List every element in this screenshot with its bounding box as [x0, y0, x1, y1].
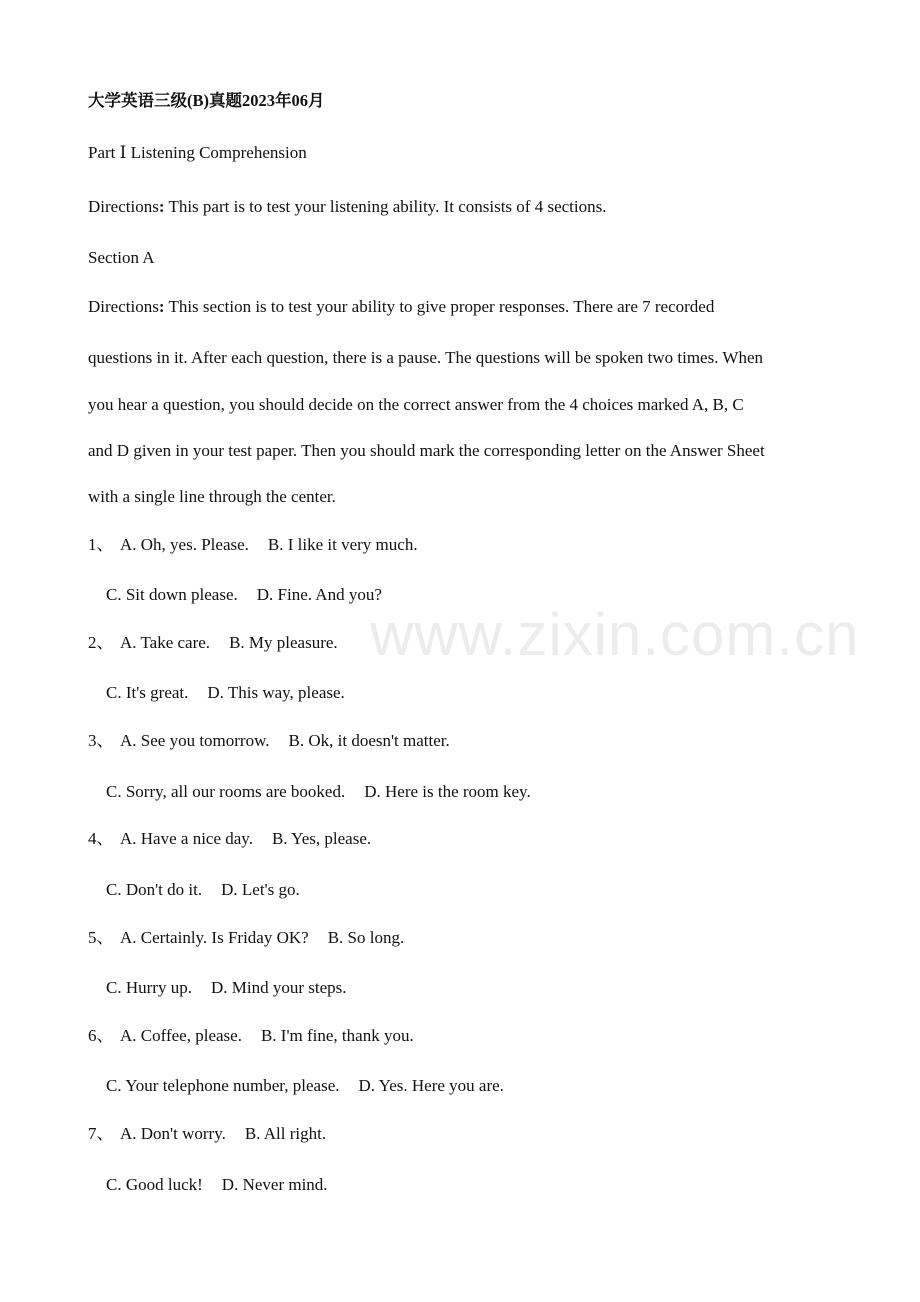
question-number: 2、: [88, 633, 114, 652]
question-1-row-cd: [106, 585, 382, 605]
option-d: D. Let's go.: [221, 880, 300, 899]
question-5-row-ab: [88, 928, 404, 948]
option-d: D. Fine. And you?: [256, 585, 382, 604]
question-7-row-ab: [88, 1124, 326, 1144]
question-2-row-cd: [106, 683, 345, 703]
directions-text: This section is to test your ability to give proper responses. There are 7 recorded: [164, 297, 715, 316]
section-directions-line-4: and D given in your test paper. Then you should mark the corresponding letter on the Answer Sheet: [88, 441, 765, 460]
question-1-row-ab: [88, 535, 418, 555]
option-b: B. My pleasure.: [229, 633, 338, 652]
directions-colon: :: [158, 197, 165, 216]
option-b: B. Ok, it doesn't matter.: [288, 731, 450, 750]
directions-colon: :: [158, 297, 165, 316]
option-b: B. So long.: [327, 928, 405, 947]
document-title: 大学英语三级(B)真题2023年06月: [88, 91, 325, 110]
option-d: D. Here is the room key.: [364, 782, 531, 801]
question-6-row-ab: [88, 1026, 414, 1046]
directions-main: [88, 197, 606, 217]
option-c: C. Don't do it.: [106, 880, 203, 899]
option-b: B. I like it very much.: [267, 535, 418, 554]
option-d: D. Never mind.: [221, 1175, 328, 1194]
part-heading: Part Ⅰ Listening Comprehension: [88, 143, 307, 162]
question-7-row-cd: [106, 1175, 328, 1195]
option-c: C. Hurry up.: [106, 978, 192, 997]
option-c: C. Your telephone number, please.: [106, 1076, 340, 1095]
option-c: C. Sorry, all our rooms are booked.: [106, 782, 346, 801]
option-c: C. It's great.: [106, 683, 189, 702]
watermark: www.zixin.com.cn: [370, 601, 860, 668]
option-c: C. Sit down please.: [106, 585, 238, 604]
question-number: 3、: [88, 731, 114, 750]
option-a: A. Certainly. Is Friday OK?: [120, 928, 309, 947]
option-a: A. See you tomorrow.: [120, 731, 270, 750]
directions-text: This part is to test your listening ability. It consists of 4 sections.: [164, 197, 607, 216]
option-b: B. I'm fine, thank you.: [260, 1026, 414, 1045]
option-a: A. Coffee, please.: [120, 1026, 242, 1045]
option-b: B. All right.: [244, 1124, 327, 1143]
question-3-row-ab: [88, 731, 450, 751]
question-6-row-cd: [106, 1076, 504, 1096]
section-directions-line-3: you hear a question, you should decide on the correct answer from the 4 choices marked A, B, C: [88, 395, 744, 414]
option-d: D. This way, please.: [207, 683, 345, 702]
directions-label: Directions: [88, 297, 159, 316]
section-directions-line-2: questions in it. After each question, there is a pause. The questions will be spoken two times. When: [88, 348, 763, 367]
question-2-row-ab: [88, 633, 338, 653]
question-3-row-cd: [106, 782, 531, 802]
question-number: 6、: [88, 1026, 114, 1045]
question-4-row-cd: [106, 880, 300, 900]
option-a: A. Don't worry.: [120, 1124, 226, 1143]
option-c: C. Good luck!: [106, 1175, 203, 1194]
question-number: 5、: [88, 928, 114, 947]
section-directions-line-1: [88, 297, 714, 317]
option-b: B. Yes, please.: [271, 829, 372, 848]
option-a: A. Take care.: [120, 633, 211, 652]
option-d: D. Mind your steps.: [210, 978, 347, 997]
question-5-row-cd: [106, 978, 346, 998]
question-4-row-ab: [88, 829, 371, 849]
question-number: 4、: [88, 829, 114, 848]
section-directions-line-5: with a single line through the center.: [88, 487, 336, 506]
option-a: A. Oh, yes. Please.: [120, 535, 249, 554]
directions-label: Directions: [88, 197, 159, 216]
section-heading: Section A: [88, 248, 155, 267]
question-number: 7、: [88, 1124, 114, 1143]
option-d: D. Yes. Here you are.: [358, 1076, 504, 1095]
question-number: 1、: [88, 535, 114, 554]
option-a: A. Have a nice day.: [120, 829, 253, 848]
